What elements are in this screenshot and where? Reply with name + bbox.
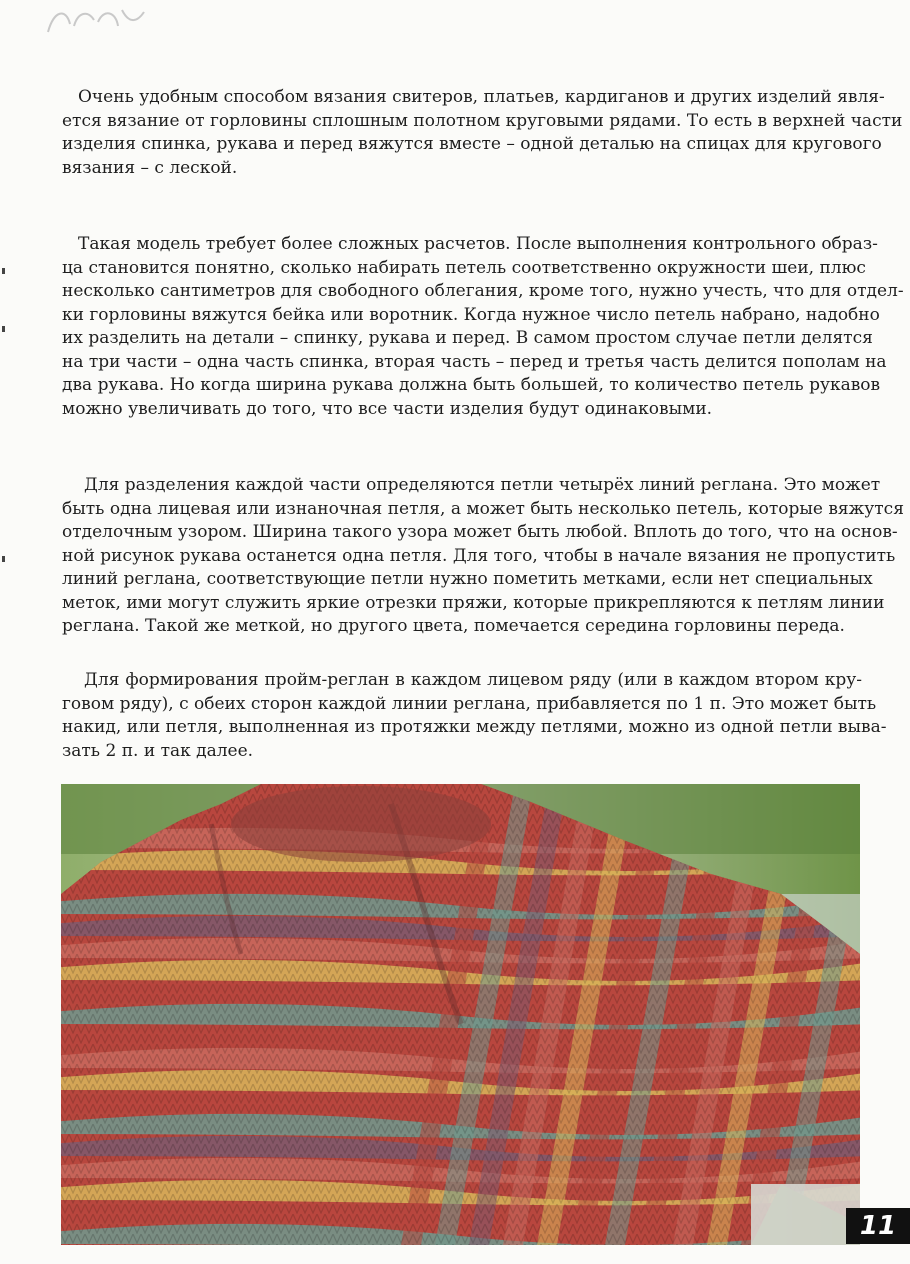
handwritten-scribble	[44, 2, 164, 42]
paragraph-intro	[62, 86, 903, 180]
text-line: накид, или петля, выполненная из протяжки между петлями, можно из одной петли выва-	[62, 717, 887, 737]
text-line: линий реглана, соответствующие петли нужно пометить метками, если нет специальных	[62, 569, 873, 589]
text-line: два рукава. Но когда ширина рукава должна быть большей, то количество петель рукавов	[62, 375, 881, 395]
text-line: можно увеличивать до того, что все части изделия будут одинаковыми.	[62, 398, 713, 419]
text-line: отделочным узором. Ширина такого узора может быть любой. Вплоть до того, что на основ-	[62, 522, 898, 542]
text-line: реглана. Такой же меткой, но другого цвета, помечается середина горловины переда.	[62, 616, 845, 636]
text-line: Для разделения каждой части определяются петли четырёх линий реглана. Это может	[84, 475, 881, 495]
text-line: говом ряду), с обеих сторон каждой линии реглана, прибавляется по 1 п. Это может быть	[62, 693, 877, 714]
text-line: зать 2 п. и так далее.	[62, 740, 254, 761]
paragraph-calculations	[62, 233, 904, 421]
text-line: изделия спинка, рукава и перед вяжутся вместе – одной деталью на спицах для кругового	[62, 134, 882, 154]
text-line: ной рисунок рукава останется одна петля. Для того, чтобы в начале вязания не пропустить	[62, 545, 896, 566]
text-line: их разделить на детали – спинку, рукава и перед. В самом простом случае петли делятся	[62, 328, 873, 348]
text-line: ется вязание от горловины сплошным полотном круговыми рядами. То есть в верхней части	[62, 110, 903, 131]
margin-mark	[2, 268, 5, 274]
background-pavement	[751, 1184, 860, 1245]
margin-mark	[2, 556, 5, 562]
text-line: несколько сантиметров для свободного облегания, кроме того, нужно учесть, что для отдел-	[62, 281, 904, 301]
text-line: Для формирования пройм-реглан в каждом лицевом ряду (или в каждом втором кру-	[84, 670, 862, 690]
text-line: ца становится понятно, сколько набирать петель соответственно окружности шеи, плюс	[62, 257, 866, 278]
paragraph-armholes	[62, 669, 887, 763]
text-line: быть одна лицевая или изнаночная петля, а может быть несколько петель, которые вяжутся	[62, 498, 904, 519]
margin-mark	[2, 326, 5, 332]
text-line: на три части – одна часть спинка, вторая часть – перед и третья часть делится пополам на	[62, 351, 887, 372]
text-line: Такая модель требует более сложных расчетов. После выполнения контрольного образ-	[78, 234, 878, 254]
text-line: вязания – с леской.	[62, 157, 238, 178]
text-line: меток, ими могут служить яркие отрезки пряжи, которые прикрепляются к петлям линии	[62, 592, 885, 613]
text-line: Очень удобным способом вязания свитеров, платьев, кардиганов и других изделий явля-	[78, 87, 885, 107]
paragraph-raglan-lines	[62, 474, 904, 639]
sweater-photo	[61, 784, 860, 1245]
sweater-collar	[231, 786, 491, 862]
page-number: 11	[846, 1208, 910, 1244]
text-line: ки горловины вяжутся бейка или воротник. Когда нужное число петель набрано, надобно	[62, 304, 880, 325]
